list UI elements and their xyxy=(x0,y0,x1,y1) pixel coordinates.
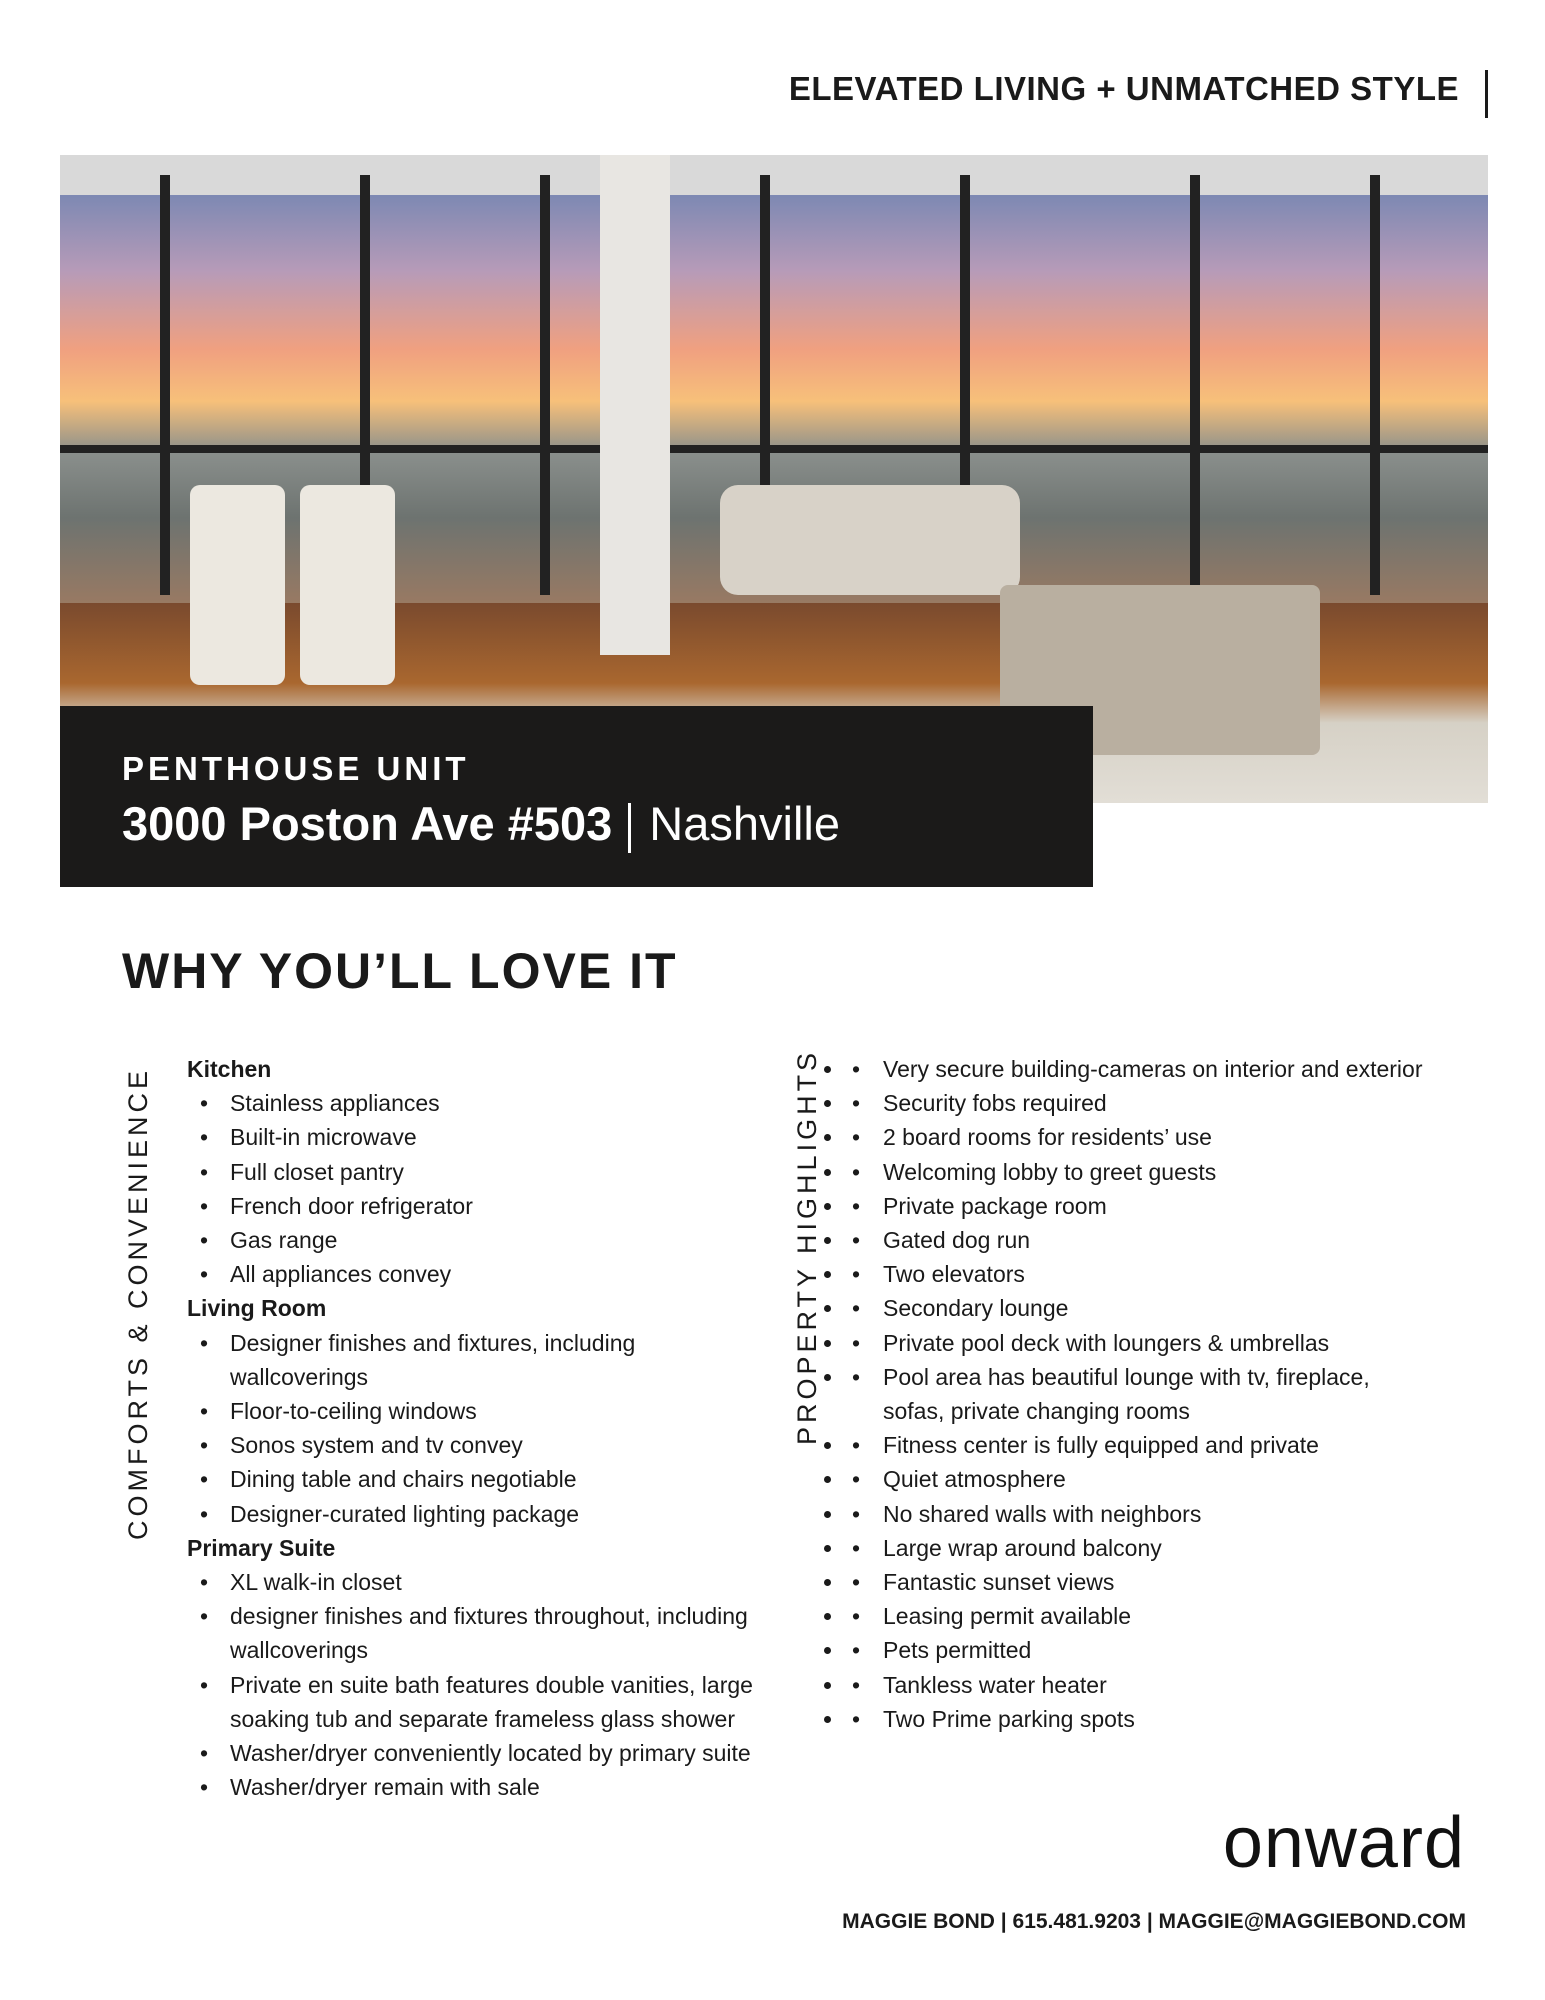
photo-ceiling xyxy=(60,155,1488,195)
photo-window-frame xyxy=(160,175,170,595)
list-item: • Washer/dryer remain with sale xyxy=(187,1770,757,1804)
comforts-list xyxy=(187,1052,757,1804)
list-item: • Sonos system and tv convey xyxy=(187,1428,757,1462)
list-item: • Gas range xyxy=(187,1223,757,1257)
photo-chair xyxy=(190,485,285,685)
list-item: • • Quiet atmosphere xyxy=(845,1462,1425,1496)
photo-window-frame xyxy=(1370,175,1380,595)
highlights-label: PROPERTY HIGHLIGHTS xyxy=(792,1048,822,1445)
list-item: • • Fantastic sunset views xyxy=(845,1565,1425,1599)
photo-window-frame xyxy=(540,175,550,595)
address-divider xyxy=(628,803,631,853)
list-item: • • Large wrap around balcony xyxy=(845,1531,1425,1565)
photo-window-rail xyxy=(60,445,1488,453)
list-item: • Floor-to-ceiling windows xyxy=(187,1394,757,1428)
list-item: • designer finishes and fixtures throughout, including wallcoverings xyxy=(187,1599,757,1667)
list-item: • • Leasing permit available xyxy=(845,1599,1425,1633)
list-item: • • Tankless water heater xyxy=(845,1668,1425,1702)
list-item: • Built-in microwave xyxy=(187,1120,757,1154)
list-item: • • Two elevators xyxy=(845,1257,1425,1291)
list-item: • Private en suite bath features double vanities, large soaking tub and separate frameless glass shower xyxy=(187,1668,757,1736)
tagline-divider xyxy=(1485,70,1488,118)
street-address: 3000 Poston Ave #503 xyxy=(122,797,613,850)
list-item: • • Pets permitted xyxy=(845,1633,1425,1667)
list-item: • • Very secure building-cameras on interior and exterior xyxy=(845,1052,1425,1086)
list-item: • Dining table and chairs negotiable xyxy=(187,1462,757,1496)
photo-sofa xyxy=(720,485,1020,595)
photo-window-frame xyxy=(1190,175,1200,595)
listing-address xyxy=(122,796,840,853)
brand-logo: onward xyxy=(1222,1803,1465,1883)
section-heading: WHY YOU’LL LOVE IT xyxy=(122,943,678,999)
comforts-label: COMFORTS & CONVENIENCE xyxy=(123,1066,153,1540)
subsection-title: Living Room xyxy=(187,1295,327,1322)
list-item: • Designer-curated lighting package xyxy=(187,1497,757,1531)
list-item: • • Private pool deck with loungers & umbrellas xyxy=(845,1326,1425,1360)
list-item: • All appliances convey xyxy=(187,1257,757,1291)
list-item: • • Private package room xyxy=(845,1189,1425,1223)
list-item: • • No shared walls with neighbors xyxy=(845,1497,1425,1531)
list-item: • • Two Prime parking spots xyxy=(845,1702,1425,1736)
list-item: • French door refrigerator xyxy=(187,1189,757,1223)
photo-column xyxy=(600,155,670,655)
list-item: • • Gated dog run xyxy=(845,1223,1425,1257)
tagline: ELEVATED LIVING + UNMATCHED STYLE xyxy=(788,70,1459,107)
list-item: • • Fitness center is fully equipped and private xyxy=(845,1428,1425,1462)
subsection-title: Primary Suite xyxy=(187,1534,336,1561)
city: Nashville xyxy=(649,797,840,850)
subsection-list xyxy=(187,1326,757,1531)
list-item: • Stainless appliances xyxy=(187,1086,757,1120)
list-item: • • 2 board rooms for residents’ use xyxy=(845,1120,1425,1154)
list-item: • Full closet pantry xyxy=(187,1155,757,1189)
photo-chair xyxy=(300,485,395,685)
list-item: • XL walk-in closet xyxy=(187,1565,757,1599)
list-item: • Washer/dryer conveniently located by primary suite xyxy=(187,1736,757,1770)
agent-contact: MAGGIE BOND | 615.481.9203 | MAGGIE@MAGGIEBOND.COM xyxy=(842,1910,1466,1933)
subsection-list xyxy=(187,1086,757,1291)
subsection-list xyxy=(187,1565,757,1804)
list-item: • • Secondary lounge xyxy=(845,1291,1425,1325)
list-item: • • Welcoming lobby to greet guests xyxy=(845,1155,1425,1189)
list-item: • • Pool area has beautiful lounge with tv, fireplace, sofas, private changing rooms xyxy=(845,1360,1425,1428)
list-item: • • Security fobs required xyxy=(845,1086,1425,1120)
highlights-list xyxy=(845,1052,1425,1736)
listing-kicker: PENTHOUSE UNIT xyxy=(122,750,470,787)
list-item: • Designer finishes and fixtures, including wallcoverings xyxy=(187,1326,757,1394)
subsection-title: Kitchen xyxy=(187,1056,272,1082)
